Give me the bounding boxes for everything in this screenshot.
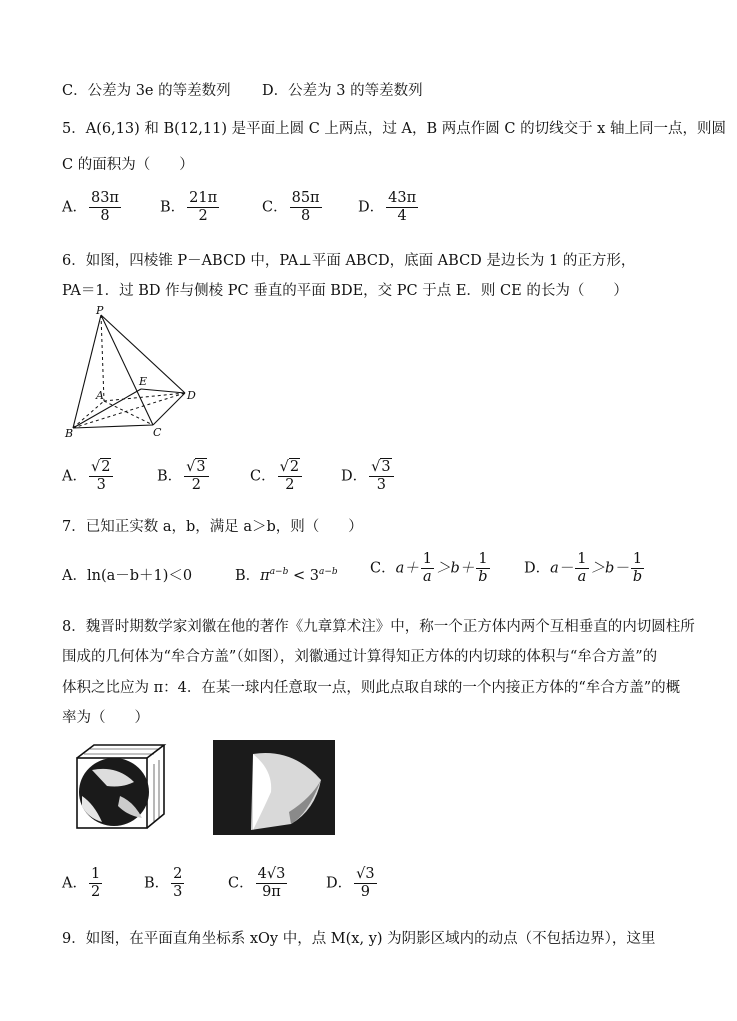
mouhefanggai-photo bbox=[213, 740, 335, 835]
q6-option-c: C． $\frac{√2}{2}$ bbox=[250, 459, 304, 494]
q8-option-a: A． $\frac{1}{2}$ bbox=[62, 866, 101, 900]
q5-option-d: D． $\frac{43\pi}{4}$ bbox=[358, 190, 417, 224]
q6-stem-line1: 6．如图，四棱锥 P－ABCD 中，PA⊥平面 ABCD，底面 ABCD 是边长为 1 的正方形， bbox=[62, 253, 636, 269]
q8-stem-line1: 8．魏晋时期数学家刘徽在他的著作《九章算术注》中，称一个正方体内两个互相垂直的内切圆柱所 bbox=[62, 619, 695, 635]
label-c: C bbox=[153, 426, 162, 439]
q7-stem: 7．已知正实数 a，b，满足 a＞b，则（ ） bbox=[62, 519, 363, 535]
q8-stem-line2: 围成的几何体为“牟合方盖”（如图），刘徽通过计算得知正方体的内切球的体积与“牟合方盖”的 bbox=[62, 649, 658, 665]
mouhefanggai-cube-figure bbox=[72, 740, 172, 832]
q8-stem-line3: 体积之比应为 π：4．在某一球内任意取一点，则此点取自球的一个内接正方体的“牟合方盖”的概 bbox=[62, 680, 681, 696]
label-d: D bbox=[187, 389, 196, 402]
q5-stem-line1: 5．A(6,13) 和 B(12,11) 是平面上圆 C 上两点，过 A，B 两点作圆 C 的切线交于 x 轴上同一点，则圆 bbox=[62, 121, 726, 137]
q4-option-c: C．公差为 3e 的等差数列 bbox=[62, 83, 231, 99]
label-b: B bbox=[65, 427, 74, 440]
q5-option-b: B． $\frac{21\pi}{2}$ bbox=[160, 190, 218, 224]
q9-stem-line1: 9．如图，在平面直角坐标系 xOy 中，点 M(x, y) 为阴影区域内的动点（不包括边界），这里 bbox=[62, 931, 656, 947]
q5-stem-line2: C 的面积为（ ） bbox=[62, 157, 194, 173]
q6-option-a: A． $\frac{√2}{3}$ bbox=[62, 459, 115, 494]
label-p: P bbox=[96, 305, 104, 317]
label-a: A bbox=[96, 389, 104, 402]
q6-stem-line2: PA＝1．过 BD 作与侧棱 PC 垂直的平面 BDE，交 PC 于点 E．则 CE 的长为（ ） bbox=[62, 283, 628, 299]
q5-option-c: C． $\frac{85\pi}{8}$ bbox=[262, 190, 320, 224]
q8-option-b: B． $\frac{2}{3}$ bbox=[144, 866, 183, 900]
q7-option-c: C．a＋ $\frac{1}{a}$ ＞b＋ $\frac{1}{b}$ bbox=[370, 551, 488, 585]
q6-option-b: B． $\frac{√3}{2}$ bbox=[157, 459, 211, 494]
q8-option-c: C． $\frac{4√3}{9\pi}$ bbox=[228, 866, 286, 900]
q5-option-a: A． $\frac{83\pi}{8}$ bbox=[62, 190, 119, 224]
q4-option-d: D．公差为 3 的等差数列 bbox=[262, 83, 423, 99]
q7-option-d: D．a－ $\frac{1}{a}$ ＞b－ $\frac{1}{b}$ bbox=[524, 551, 643, 585]
pyramid-figure bbox=[60, 305, 210, 440]
q8-option-d: D． $\frac{√3}{9}$ bbox=[326, 866, 375, 900]
label-e: E bbox=[139, 375, 148, 388]
q8-stem-line4: 率为（ ） bbox=[62, 710, 149, 726]
q7-option-b: B．$\pi^{a-b} < 3^{a-b}$ bbox=[235, 567, 338, 584]
q7-option-a: A．ln(a－b＋1)＜0 bbox=[62, 568, 193, 584]
q6-option-d: D． $\frac{√3}{3}$ bbox=[341, 459, 396, 494]
